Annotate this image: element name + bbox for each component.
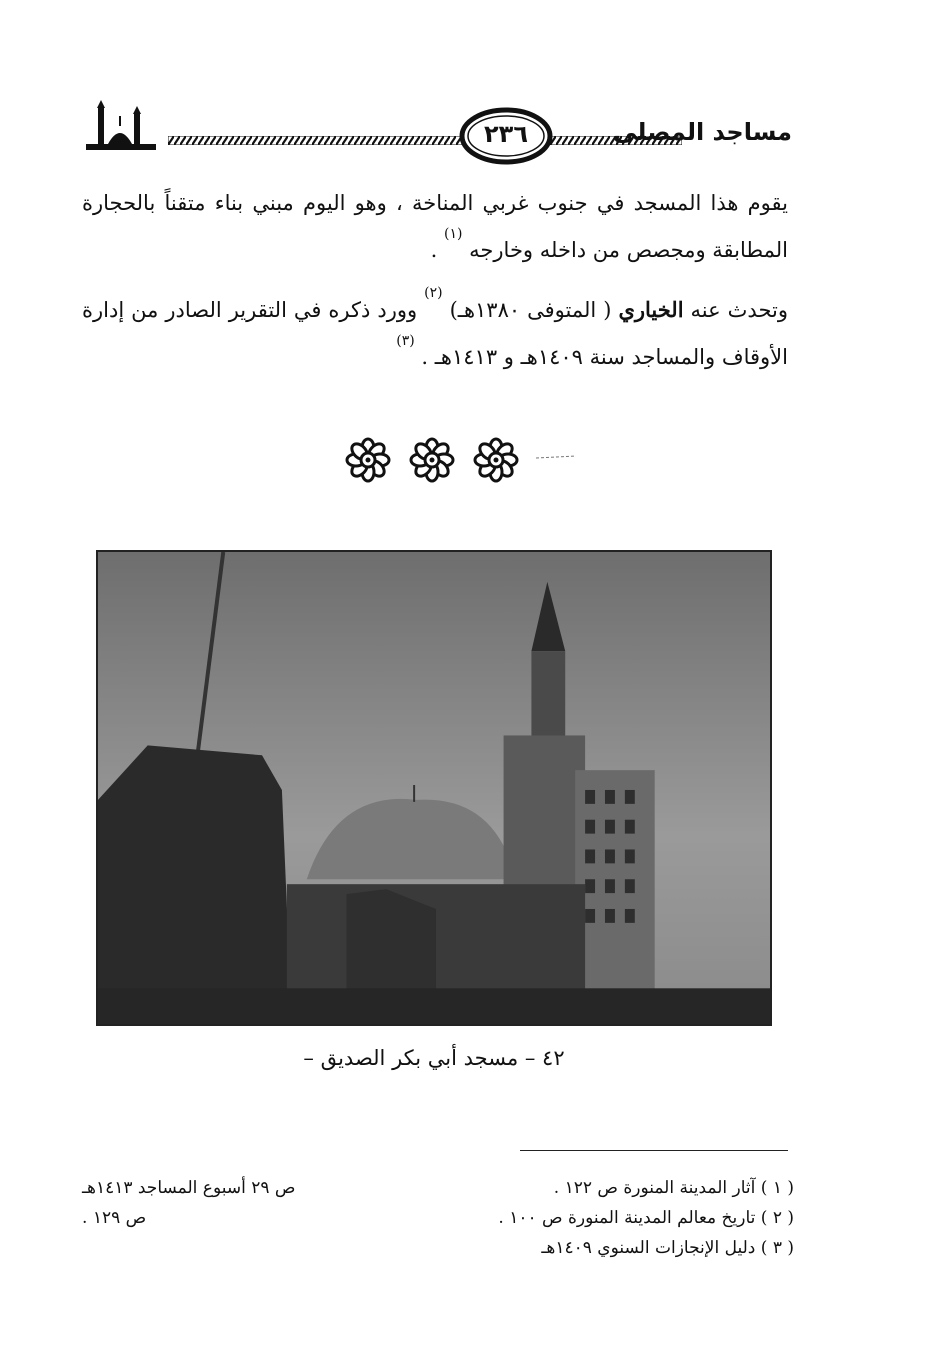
footnote-row [82,1208,794,1238]
footnote-ref-1: (١) [444,226,463,242]
footnote-row [82,1178,794,1208]
footnotes [82,1178,794,1268]
page-header [80,100,792,180]
paragraph-2-rest: وورد ذكره في التقرير الصادر من إدارة الأوقاف والمساجد سنة ١٤٠٩هـ و ١٤١٣هـ . [82,298,788,369]
paragraph-1 [82,180,788,274]
footnote-ref-2: (٢) [424,285,443,301]
mosque-photo [96,550,772,1026]
minaret-ornament-icon [80,100,160,160]
footnote-ref-3: (٣) [396,333,415,349]
footnote-divider [520,1150,788,1151]
page-number: ٢٣٦ [484,120,528,148]
paragraph-2-start: وتحدث عنه [690,298,788,322]
footnote-text: ( ٢ ) تاريخ معالم المدينة المنورة ص ١٠٠ . [498,1208,794,1228]
paragraph-2-mid: ( المتوفى ١٣٨٠هـ) [449,298,612,322]
paragraph-2 [82,286,788,381]
footnote-side-text: ص ٢٩ أسبوع المساجد ١٤١٣هـ [82,1178,296,1198]
paragraph-1-text: يقوم هذا المسجد في جنوب غربي المناخة ، وهو اليوم مبني بناء متقناً بالحجارة المطابقة ومجصص من داخله وخارجه [82,191,788,262]
paragraph-1-end: . [430,238,438,262]
footnote-row [82,1238,794,1268]
figure-caption: ٤٢ – مسجد أبي بكر الصديق – [303,1046,565,1070]
footnote-text: ( ١ ) آثار المدينة المنورة ص ١٢٢ . [553,1178,794,1198]
footnote-side-text: ص ١٢٩ . [82,1208,147,1228]
flower-separator [332,432,592,488]
footnote-text: ( ٣ ) دليل الإنجازات السنوي ١٤٠٩هـ [541,1238,794,1258]
header-rope-left [168,136,466,145]
running-title: مساجد المصلى [613,118,792,146]
author-name: الخياري [618,297,684,322]
